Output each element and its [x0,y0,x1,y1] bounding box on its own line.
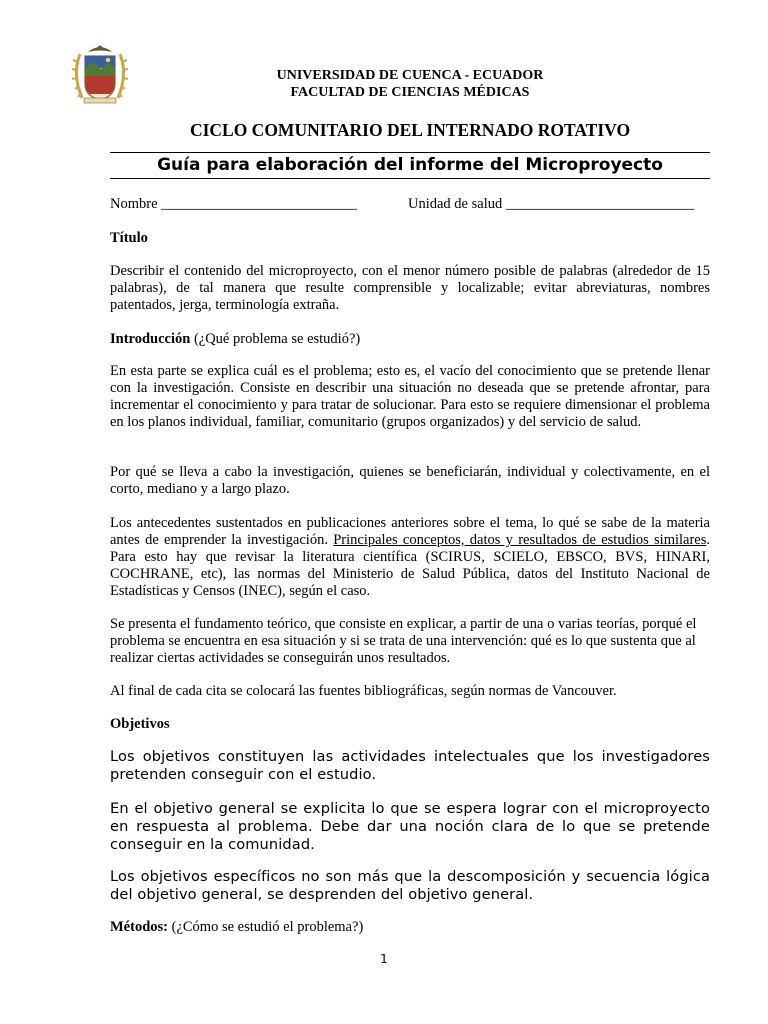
titulo-heading-text: Título [110,230,148,246]
intro-p3-end: . Para esto hay que revisar la literatura científica (SCIRUS, SCIELO, EBSCO, BVS, HINARI, COCHRANE, etc), las normas del Ministerio de Salud Pública, datos del Instituto Nacional de Estadísticas y Censos (INEC), según el caso. [110,532,710,599]
intro-paragraph-5: Al final de cada cita se colocará las fuentes bibliográficas, según normas de Vancouver. [110,683,617,699]
name-field [110,196,357,213]
name-label: Nombre [110,196,158,212]
intro-paragraph-2: Por qué se lleva a cabo la investigación, quienes se beneficiarán, individual y colectivamente, en el corto, mediano y a largo plazo. [110,464,710,497]
intro-p3-start: Los antecedentes sustentados en publicaciones anteriores sobre el tema, lo qué se sabe de la materia antes de emprender la investigación. [110,515,710,548]
university-name: UNIVERSIDAD DE CUENCA - ECUADOR [276,68,544,83]
intro-question: (¿Qué problema se estudió?) [190,331,361,347]
intro-paragraph-4: Se presenta el fundamento teórico, que consiste en explicar, a partir de una o varias teorías, porqué el problema se encuentra en esa situación y si se trata de una intervención: qué es lo que sustenta que al realizar ciertas actividades se conseguirán unos resultados. [110,616,697,666]
objetivos-paragraph-3: Los objetivos específicos no son más que la descomposición y secuencia lógica del objetivo general, se desprenden del objetivo general. [110,868,710,903]
objetivos-paragraph-1: Los objetivos constituyen las actividades intelectuales que los investigadores pretenden conseguir con el estudio. [110,748,710,783]
objetivos-heading [110,716,710,733]
titulo-paragraph: Describir el contenido del microproyecto, con el menor número posible de palabras (alrededor de 15 palabras), de tal manera que resulte comprensible y localizable; evitar abreviaturas, nombres patentados, jerga, terminología extraña. [110,263,710,313]
cycle-heading: CICLO COMUNITARIO DEL INTERNADO ROTATIVO [189,120,631,140]
metodos-question: (¿Cómo se estudió el problema?) [168,919,364,935]
intro-p3-underlined: Principales conceptos, datos y resultados de estudios similares [333,532,707,548]
crest-condor [88,46,112,53]
guide-title: Guía para elaboración del informe del Microproyecto [157,155,663,175]
page-number: 1 [380,952,388,966]
intro-paragraph-3 [110,515,710,600]
bottom-rule [110,178,710,179]
objetivos-heading-text: Objetivos [110,716,170,732]
health-unit-field [408,196,694,213]
intro-heading-text: Introducción [110,331,191,347]
top-rule [110,152,710,153]
titulo-heading [110,230,710,247]
health-unit-blank-line: __________________________ [505,196,695,212]
intro-paragraph-1: En esta parte se explica cuál es el problema; esto es, el vacío del conocimiento que se pretende llenar con la investigación. Consiste en describir una situación no deseada que se pretende afrontar, para incrementar el conocimiento y para tratar de solucionar. Para esto se requiere dimensionar el problema en los planos individual, familiar, comunitario (grupos organizados) y del servicio de salud. [110,363,710,430]
metodos-heading [110,919,710,936]
faculty-name: FACULTAD DE CIENCIAS MÉDICAS [290,85,530,100]
crest-laurel-left [72,54,82,98]
name-blank-line: ___________________________ [161,196,357,212]
health-unit-label: Unidad de salud [408,196,503,212]
objetivos-paragraph-2: En el objetivo general se explicita lo que se espera lograr con el microproyecto en respuesta al problema. Debe dar una noción clara de lo que se pretende conseguir en la comunidad. [110,800,710,853]
intro-heading [110,331,710,348]
metodos-heading-text: Métodos: [110,919,168,935]
